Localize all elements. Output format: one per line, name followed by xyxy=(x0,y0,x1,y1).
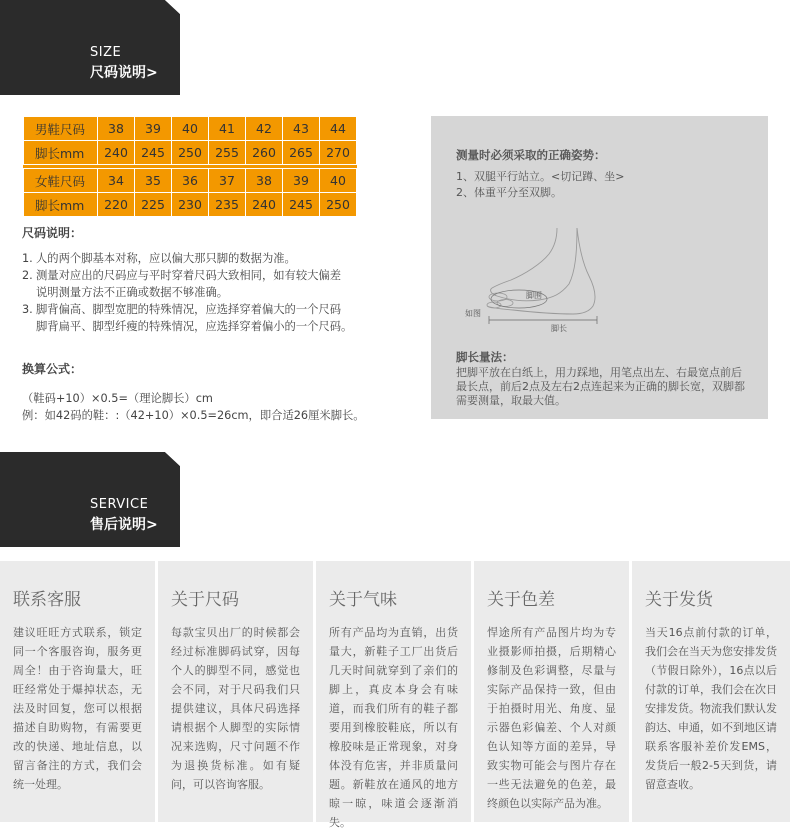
formula-example: 例：如42码的鞋：:（42+10）×0.5=26cm，即合适26厘米脚长。 xyxy=(22,409,365,422)
service-title-cn: 售后说明> xyxy=(90,517,158,533)
table-cell: 35 xyxy=(135,169,172,193)
measure-panel xyxy=(431,116,768,419)
measure-title: 测量时必须采取的正确姿势： xyxy=(456,148,606,162)
men-size-label: 男鞋尺码 xyxy=(24,117,98,141)
women-length-label: 脚长mm xyxy=(24,193,98,217)
table-cell: 250 xyxy=(172,141,209,165)
men-length-row xyxy=(24,141,357,165)
measure-step: 2、体重平分至双脚。 xyxy=(456,186,562,199)
table-cell: 34 xyxy=(98,169,135,193)
list-text: 人的两个脚基本对称，应以偏大那只脚的数据为准。 xyxy=(36,252,296,265)
service-title: 联系客服 xyxy=(13,590,81,610)
list-number: 3. xyxy=(22,303,33,316)
service-title: 关于气味 xyxy=(329,590,397,610)
list-number: 1. xyxy=(22,252,33,265)
women-size-row xyxy=(24,169,357,193)
size-banner xyxy=(0,0,180,95)
service-title: 关于尺码 xyxy=(171,590,239,610)
list-number: 2. xyxy=(22,269,33,282)
service-title: 关于色差 xyxy=(487,590,555,610)
table-cell: 235 xyxy=(209,193,246,217)
table-cell: 245 xyxy=(135,141,172,165)
table-cell: 245 xyxy=(283,193,320,217)
list-text: 脚背扁平、脚型纤瘦的特殊情况，应选择穿着偏小的一个尺码。 xyxy=(36,320,353,333)
table-cell: 44 xyxy=(320,117,357,141)
list-item xyxy=(22,267,412,301)
table-cell: 40 xyxy=(320,169,357,193)
measure-step: 1、双腿平行站立。<切记蹲、坐> xyxy=(456,170,625,183)
table-cell: 38 xyxy=(246,169,283,193)
size-notes xyxy=(22,225,412,335)
table-cell: 41 xyxy=(209,117,246,141)
size-notes-title: 尺码说明： xyxy=(22,226,83,240)
service-text: 悍途所有产品图片均为专业摄影师拍摄，后期精心修制及色彩调整，尽量与实际产品保持一致，但由于拍摄时用光、角度、显示器色彩偏差、个人对颜色认知等方面的差异，导致实物可能会与图片存在一些无法避免的色差，最终颜色以实际产品为准。 xyxy=(487,626,616,810)
service-color xyxy=(474,561,632,822)
fig-around-label: 如图 xyxy=(465,309,481,318)
fig-length-label: 脚长 xyxy=(551,324,567,333)
women-size-label: 女鞋尺码 xyxy=(24,169,98,193)
service-contact xyxy=(0,561,158,822)
women-length-row xyxy=(24,193,357,217)
table-cell: 40 xyxy=(172,117,209,141)
table-cell: 255 xyxy=(209,141,246,165)
list-text: 脚背偏高、脚型宽肥的特殊情况，应选择穿着偏大的一个尺码 xyxy=(36,303,342,316)
table-cell: 42 xyxy=(246,117,283,141)
table-cell: 220 xyxy=(98,193,135,217)
table-cell: 36 xyxy=(172,169,209,193)
table-cell: 265 xyxy=(283,141,320,165)
size-table xyxy=(23,116,357,217)
list-text: 说明测量方法不正确或数据不够准确。 xyxy=(36,286,229,299)
table-cell: 240 xyxy=(246,193,283,217)
list-item xyxy=(22,301,412,335)
formula-line: （鞋码+10）×0.5=（理论脚长）cm xyxy=(22,392,213,405)
measure-steps xyxy=(456,169,624,201)
table-cell: 270 xyxy=(320,141,357,165)
size-title-cn: 尺码说明> xyxy=(90,65,158,81)
men-length-label: 脚长mm xyxy=(24,141,98,165)
service-columns xyxy=(0,561,790,829)
length-method-title: 脚长量法： xyxy=(456,350,514,364)
service-shipping xyxy=(632,561,790,822)
conversion-formula xyxy=(22,361,422,424)
foot-diagram xyxy=(461,224,641,334)
men-size-row xyxy=(24,117,357,141)
formula-title: 换算公式： xyxy=(22,362,83,376)
table-cell: 225 xyxy=(135,193,172,217)
service-title: 关于发货 xyxy=(645,590,713,610)
table-cell: 43 xyxy=(283,117,320,141)
table-cell: 39 xyxy=(135,117,172,141)
table-cell: 250 xyxy=(320,193,357,217)
list-text: 测量对应出的尺码应与平时穿着尺码大致相同，如有较大偏差 xyxy=(36,269,342,282)
table-cell: 38 xyxy=(98,117,135,141)
service-text: 每款宝贝出厂的时候都会经过标准脚码试穿，因每个人的脚型不同，感觉也会不同，对于尺码我们只提供建议，具体尺码选择请根据个人脚型的实际情况来选购，尺寸问题不作为退换货标准。如有疑问，可以咨询客服。 xyxy=(171,626,300,791)
table-cell: 240 xyxy=(98,141,135,165)
service-smell xyxy=(316,561,474,829)
service-text: 建议旺旺方式联系，锁定同一个客服咨询，服务更周全！由于咨询量大，旺旺经常处于爆掉状态，无法及时回复，您可以根据描述自助购物，有需要更改的快递、地址信息，以留言备注的方式，我们会统一处理。 xyxy=(13,626,142,791)
table-cell: 260 xyxy=(246,141,283,165)
service-banner xyxy=(0,452,180,547)
service-text: 当天16点前付款的订单，我们会在当天为您安排发货（节假日除外），16点以后付款的订单，我们会在次日安排发货。物流我们默认发韵达、申通，如不到地区请联系客服补差价发EMS，发货后一般2-5天到货，请留意查收。 xyxy=(645,626,777,791)
table-cell: 39 xyxy=(283,169,320,193)
list-item xyxy=(22,250,412,267)
length-method-text: 把脚平放在白纸上，用力踩地，用笔点出左、右最宽点前后最长点，前后2点及左右2点连起来为正确的脚长宽，双脚都需要测量，取最大值。 xyxy=(456,366,745,407)
service-text: 所有产品均为直销，出货量大，新鞋子工厂出货后几天时间就穿到了亲们的脚上，真皮本身会有味道，而我们所有的鞋子都要用到橡胶鞋底，所以有橡胶味是正常现象，对身体没有危害，并非质量问题。新鞋放在通风的地方晾一晾，味道会逐渐消失。 xyxy=(329,626,458,829)
service-size xyxy=(158,561,316,822)
fig-instep-label: 脚围 xyxy=(526,291,542,300)
table-cell: 230 xyxy=(172,193,209,217)
table-cell: 37 xyxy=(209,169,246,193)
service-title-en: SERVICE xyxy=(90,497,149,512)
size-title-en: SIZE xyxy=(90,45,122,60)
